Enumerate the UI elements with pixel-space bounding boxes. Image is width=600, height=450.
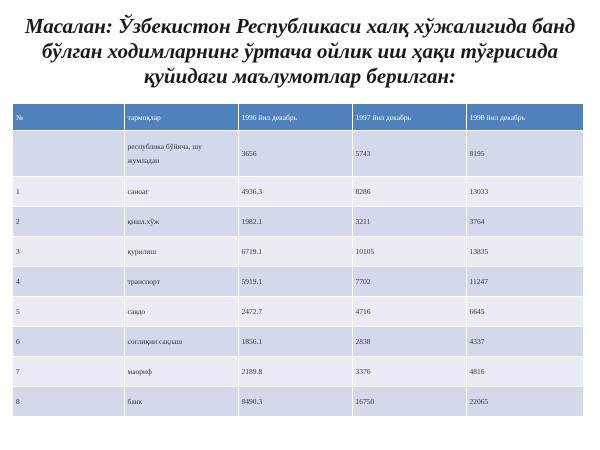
title-line-2: бўлган ходимларнинг ўртача ойлик иш ҳақи тўғрисида bbox=[41, 39, 559, 63]
cell-1997: 3376 bbox=[352, 357, 466, 387]
cell-1998: 4337 bbox=[466, 327, 583, 357]
wage-table bbox=[13, 104, 584, 416]
table-row bbox=[13, 131, 583, 177]
cell-sector: қишл.хўж bbox=[124, 207, 238, 237]
cell-number bbox=[13, 131, 124, 177]
header-sector: тармоқлар bbox=[124, 104, 238, 131]
cell-1997: 2838 bbox=[352, 327, 466, 357]
cell-1996: 4936.3 bbox=[238, 177, 352, 207]
table-row bbox=[13, 327, 583, 357]
cell-1998: 4816 bbox=[466, 357, 583, 387]
cell-1998: 11247 bbox=[466, 267, 583, 297]
cell-number: 5 bbox=[13, 297, 124, 327]
cell-number: 8 bbox=[13, 387, 124, 417]
table-row bbox=[13, 297, 583, 327]
cell-sector: республика бўйича, шу жумладан bbox=[124, 131, 238, 177]
cell-1996: 1856.1 bbox=[238, 327, 352, 357]
cell-1996: 2472.7 bbox=[238, 297, 352, 327]
cell-1996: 8490.3 bbox=[238, 387, 352, 417]
cell-number: 4 bbox=[13, 267, 124, 297]
cell-1998: 6645 bbox=[466, 297, 583, 327]
page-title bbox=[20, 14, 580, 89]
cell-1998: 8195 bbox=[466, 131, 583, 177]
cell-1997: 8286 bbox=[352, 177, 466, 207]
cell-1998: 3764 bbox=[466, 207, 583, 237]
cell-1998: 22065 bbox=[466, 387, 583, 417]
cell-1997: 4716 bbox=[352, 297, 466, 327]
title-line-3: қуйидаги маълумотлар берилган: bbox=[143, 64, 457, 88]
header-1998: 1998 йил декабрь bbox=[466, 104, 583, 131]
cell-1996: 2189.8 bbox=[238, 357, 352, 387]
cell-1997: 5743 bbox=[352, 131, 466, 177]
cell-1997: 7702 bbox=[352, 267, 466, 297]
cell-1996: 3656 bbox=[238, 131, 352, 177]
table-row bbox=[13, 357, 583, 387]
cell-1997: 16750 bbox=[352, 387, 466, 417]
cell-1996: 5919.1 bbox=[238, 267, 352, 297]
cell-number: 7 bbox=[13, 357, 124, 387]
table-row bbox=[13, 267, 583, 297]
cell-1998: 13835 bbox=[466, 237, 583, 267]
cell-1998: 13033 bbox=[466, 177, 583, 207]
header-1996: 1996 йил декабрь bbox=[238, 104, 352, 131]
cell-sector: маориф bbox=[124, 357, 238, 387]
table-row bbox=[13, 387, 583, 417]
title-line-1: Масалан: Ўзбекистон Республикаси халқ хўжалигида банд bbox=[24, 14, 576, 38]
cell-1996: 6719.1 bbox=[238, 237, 352, 267]
cell-number: 1 bbox=[13, 177, 124, 207]
table-row bbox=[13, 237, 583, 267]
table-header-row bbox=[13, 104, 583, 131]
cell-number: 6 bbox=[13, 327, 124, 357]
cell-1997: 3211 bbox=[352, 207, 466, 237]
table-row bbox=[13, 207, 583, 237]
table-row bbox=[13, 177, 583, 207]
cell-sector: қурилиш bbox=[124, 237, 238, 267]
cell-sector: соғлиқни сақлаш bbox=[124, 327, 238, 357]
cell-number: 3 bbox=[13, 237, 124, 267]
cell-1997: 10105 bbox=[352, 237, 466, 267]
cell-sector: саноат bbox=[124, 177, 238, 207]
cell-sector: транспорт bbox=[124, 267, 238, 297]
header-number: № bbox=[13, 104, 124, 131]
cell-sector: банк bbox=[124, 387, 238, 417]
wage-table-container bbox=[13, 104, 583, 416]
cell-1996: 1982.1 bbox=[238, 207, 352, 237]
header-1997: 1997 йил декабрь bbox=[352, 104, 466, 131]
cell-sector: савдо bbox=[124, 297, 238, 327]
cell-number: 2 bbox=[13, 207, 124, 237]
